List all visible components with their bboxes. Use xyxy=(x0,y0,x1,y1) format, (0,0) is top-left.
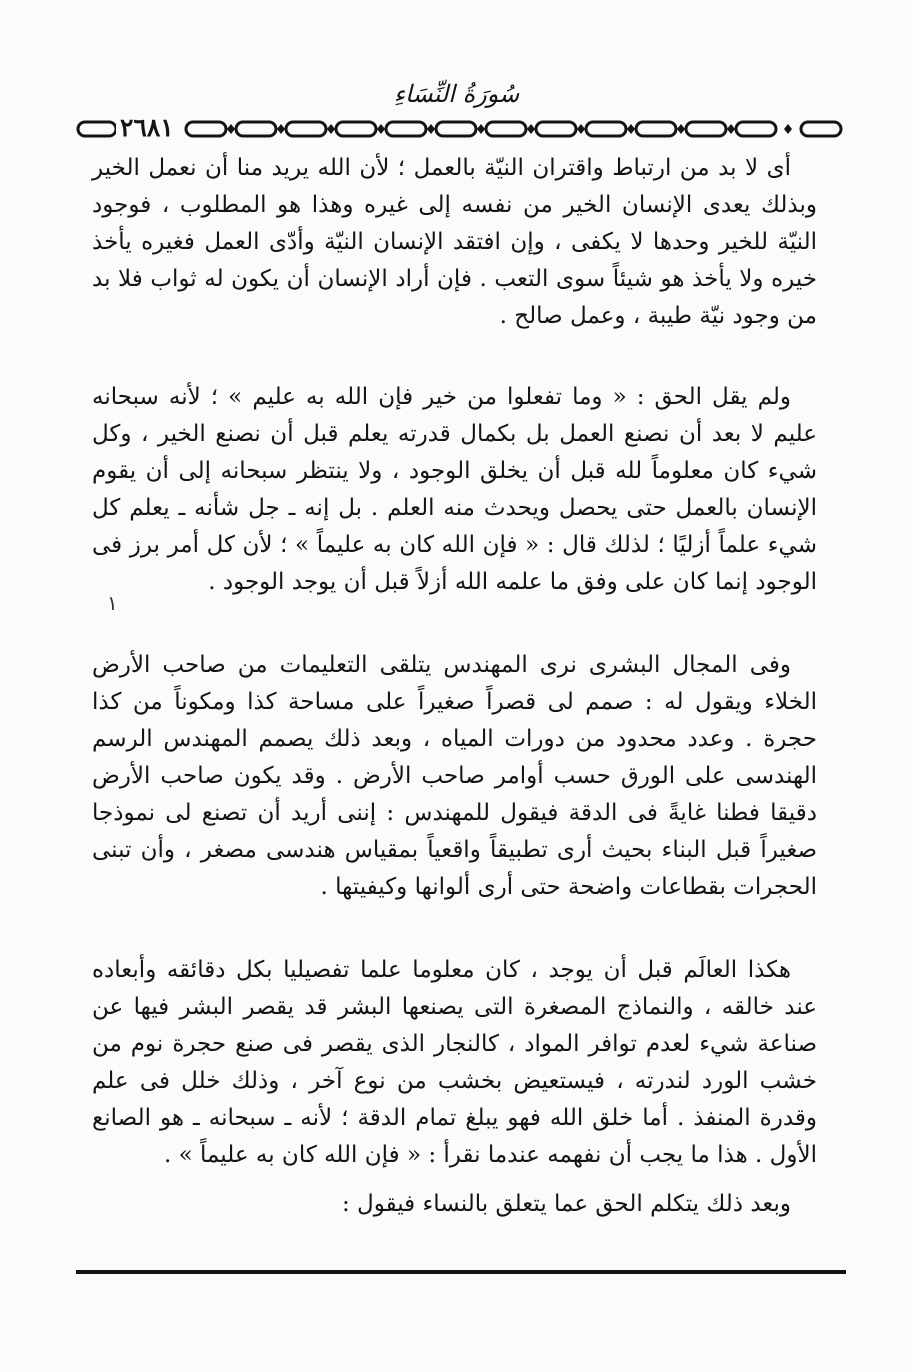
paragraph: وفى المجال البشرى نرى المهندس يتلقى التعليمات من صاحب الأرض الخلاء ويقول له : صمم لى قصراً صغيراً على مساحة كذا ومكوناً من كذا حجرة . وعدد محدود من دورات المياه ، وبعد ذلك يصمم المهندس الرسم الهندسى على الورق حسب أوامر صاحب الأرض . وقد يكون صاحب الأرض دقيقا فطنا غايةً فى الدقة فيقول للمهندس : إننى أريد أن تصنع لى نموذجا صغيراً قبل البناء بحيث أرى تطبيقاً واقعياً بمقياس هندسى مصغر ، وأن تبنى الحجرات بقطاعات واضحة حتى أرى ألوانها وكيفيتها . xyxy=(92,652,817,900)
header-ornamental-rule xyxy=(76,116,846,142)
paragraph: ولم يقل الحق : « وما تفعلوا من خير فإن الله به عليم » ؛ لأنه سبحانه عليم لا بعد أن نصنع العمل بل بكمال قدرته يعلم قبل أن نصنع الخير ، وكل شيء كان معلوماً لله قبل أن يخلق الوجود ، ولا ينتظر سبحانه إلى أن يقوم الإنسان بالعمل حتى يحصل ويحدث منه العلم . بل إنه ـ جل شأنه ـ يعلم كل شيء علماً أزليًا ؛ لذلك قال : « فإن الله كان به عليماً » ؛ لأن كل أمر برز فى الوجود إنما كان على وفق ما علمه الله أزلاً قبل أن يوجد الوجود . xyxy=(92,384,817,595)
paragraph: أى لا بد من ارتباط واقتران النيّة بالعمل ؛ لأن الله يريد منا أن نعمل الخير وبذلك يعدى الإنسان الخير من نفسه إلى غيره وهذا هو المطلوب ، فوجود النيّة للخير وحدها لا يكفى ، وإن افتقد الإنسان النيّة وأدّى العمل فغيره يأخذ خيره ولا يأخذ هو شيئاً سوى التعب . فإن أراد الإنسان أن يكون له ثواب فلا بد من وجود نيّة طيبة ، وعمل صالح . xyxy=(92,155,817,329)
footer-rule xyxy=(76,1269,846,1275)
page-number: ٢٦٨١ xyxy=(116,113,178,143)
body-text xyxy=(92,150,817,1223)
surah-title: سُورَةُ النِّسَاءِ xyxy=(393,80,520,108)
footnote-marker: ١ xyxy=(107,591,118,615)
paragraph: هكذا العالَم قبل أن يوجد ، كان معلوما علما تفصيليا بكل دقائقه وأبعاده عند خالقه ، والنماذج المصغرة التى يصنعها البشر قد يقصر البشر فيها عن صناعة شيء لعدم توافر المواد ، كالنجار الذى يقصر فى صنع حجرة نوم من خشب الورد لندرته ، فيستعيض بخشب من نوع آخر ، وذلك خلل فى علم وقدرة المنفذ . أما خلق الله فهو يبلغ تمام الدقة ؛ لأنه ـ سبحانه ـ هو الصانع الأول . هذا ما يجب أن نفهمه عندما نقرأ : « فإن الله كان به عليماً » . xyxy=(92,957,817,1168)
paragraph: وبعد ذلك يتكلم الحق عما يتعلق بالنساء فيقول : xyxy=(341,1191,791,1217)
